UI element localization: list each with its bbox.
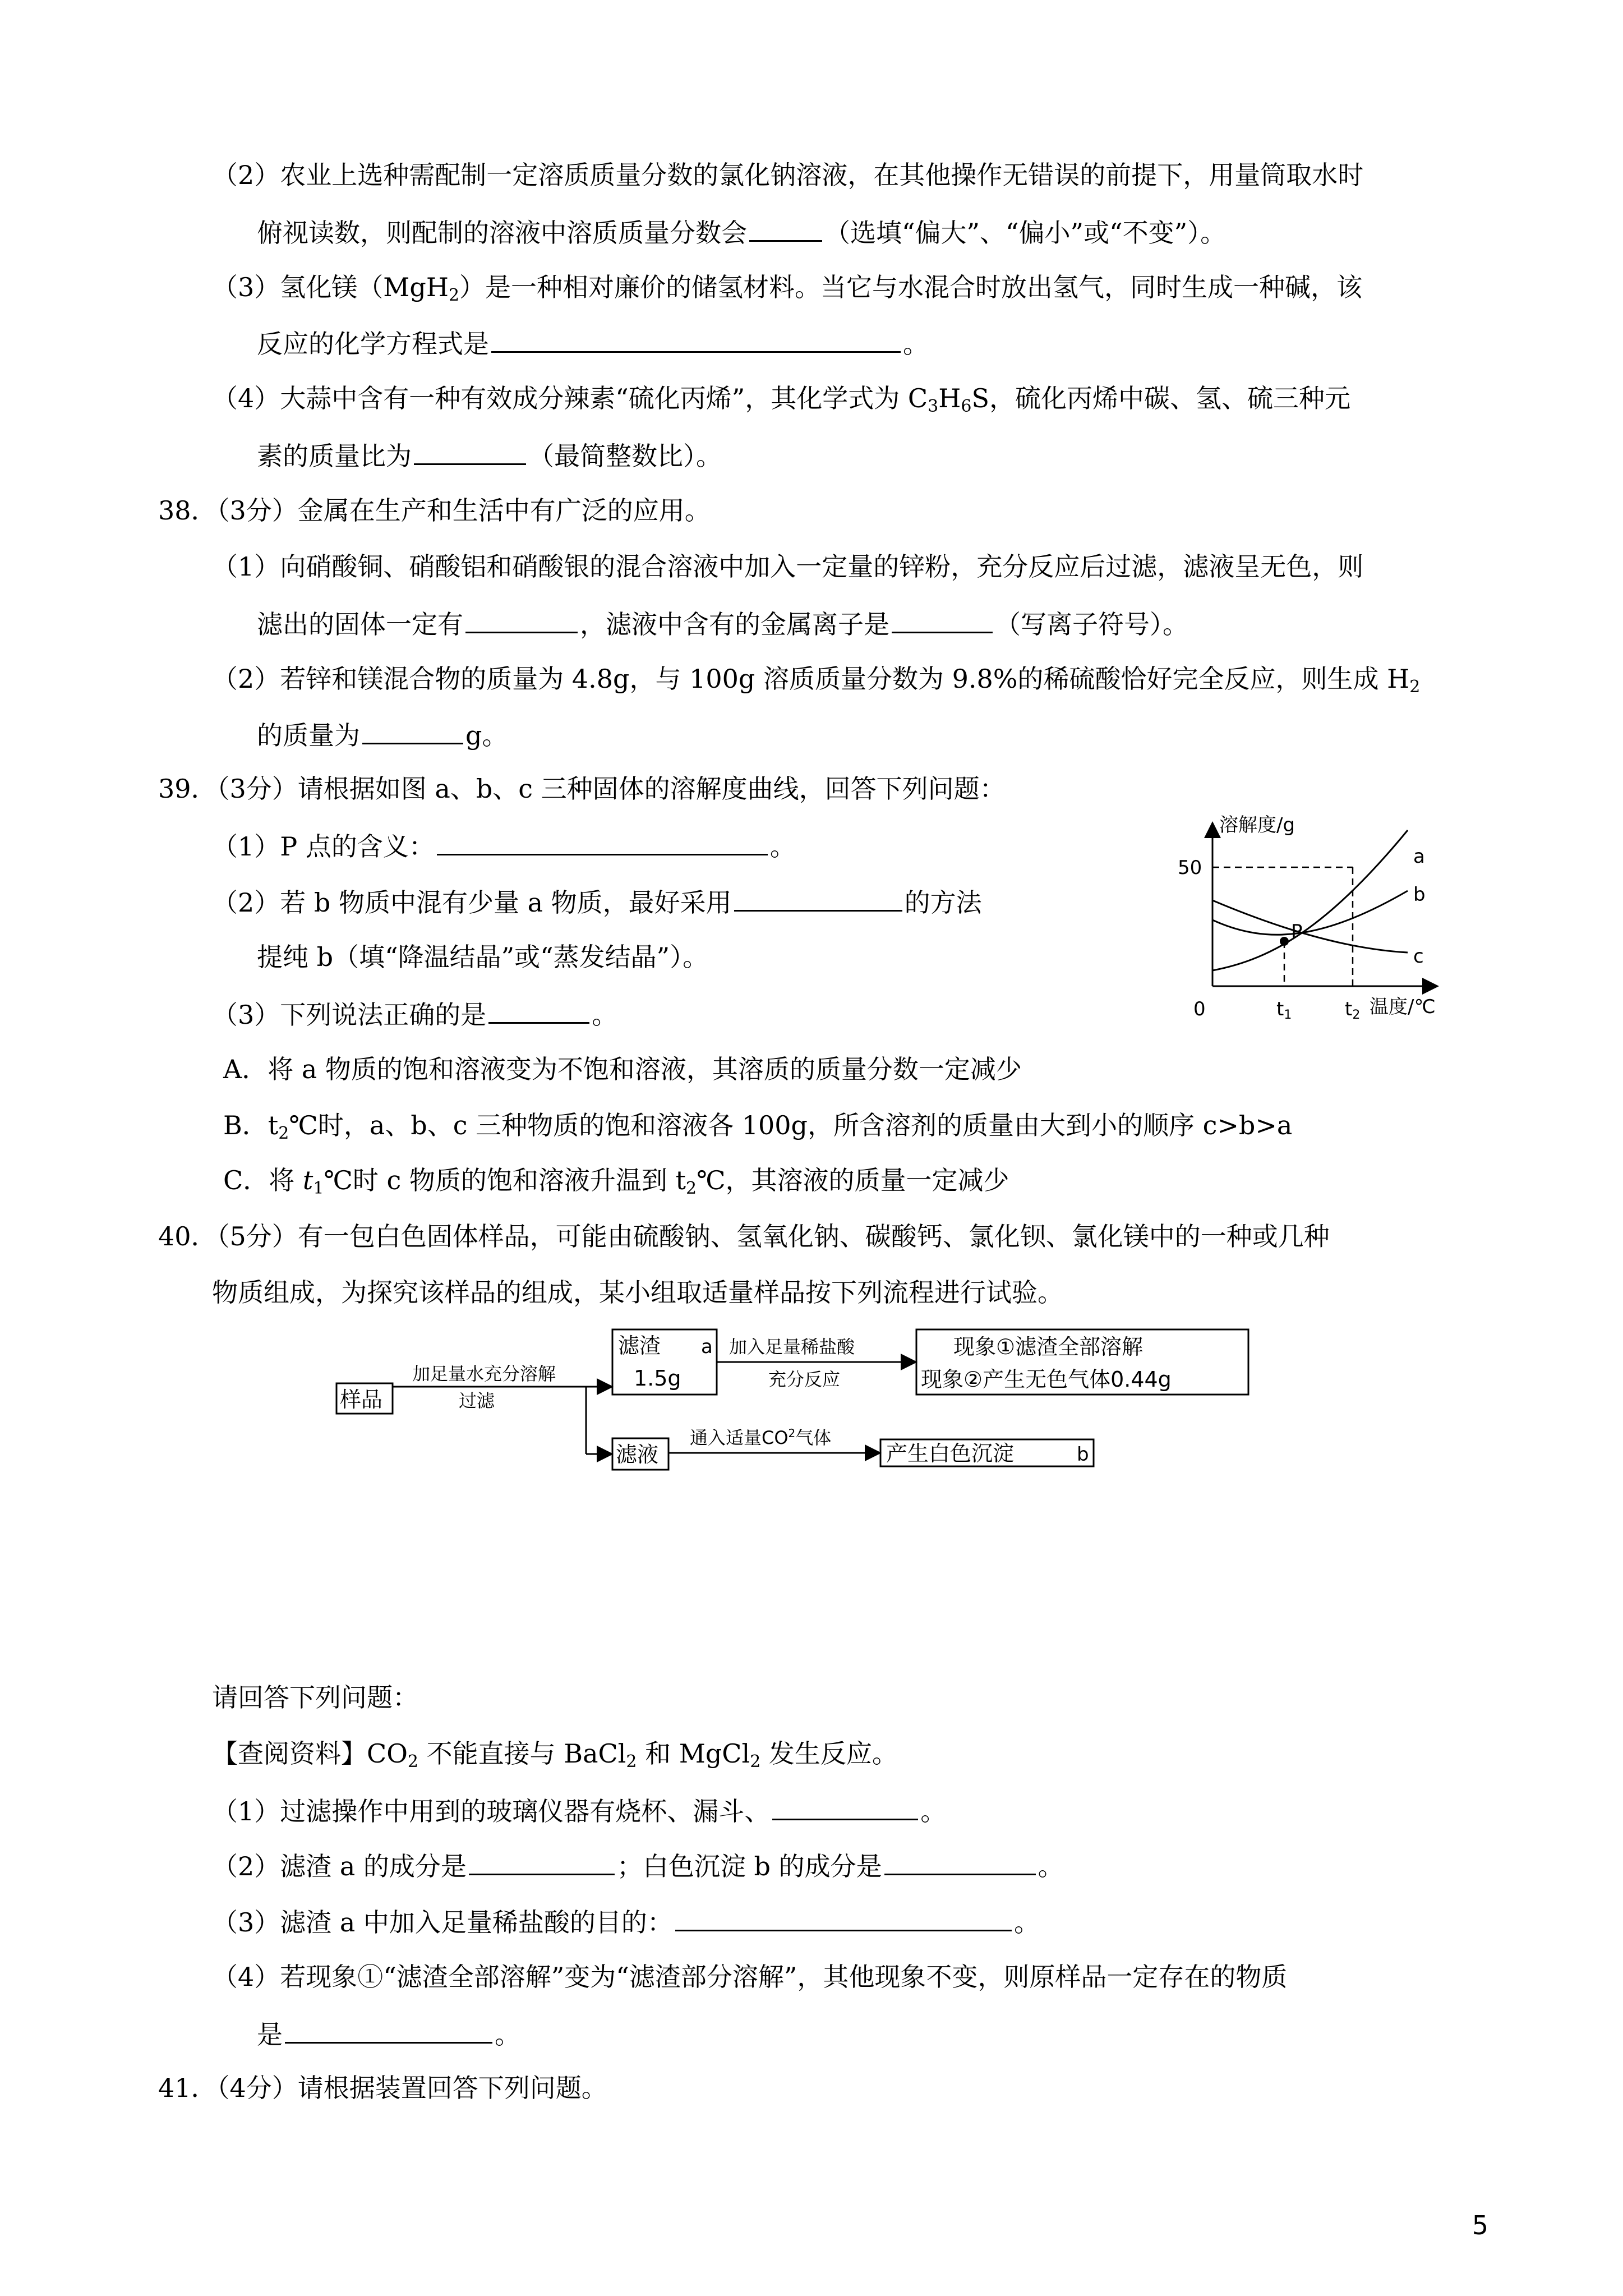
q39-p3: （3）下列说法正确的是 。	[212, 996, 617, 1032]
t1-label: t1	[1276, 998, 1292, 1022]
sample-label: 样品	[340, 1387, 383, 1412]
curve-c-label: c	[1413, 945, 1424, 968]
q37-p2-line1: （2）农业上选种需配制一定溶质质量分数的氯化钠溶液，在其他操作无错误的前提下，用量筒取水时	[212, 160, 1364, 190]
precipitate-letter: b	[1077, 1443, 1089, 1466]
q37-p3-line2: 反应的化学方程式是 。	[257, 325, 929, 361]
q39-p2-line2: 提纯 b（填“降温结晶”或“蒸发结晶”）。	[257, 942, 709, 972]
answer-blank[interactable]	[469, 1848, 615, 1875]
q39-option-b: B．$t_2℃$时，a、b、c 三种物质的饱和溶液各 100g，所含溶剂的质量由大到小的顺序 c>b>a	[223, 1110, 1293, 1143]
q39-option-a: A．将 a 物质的饱和溶液变为不饱和溶液，其溶质的质量分数一定减少	[223, 1054, 1022, 1084]
curve-b-label: b	[1413, 884, 1426, 906]
react-label: 充分反应	[768, 1369, 841, 1390]
q40-q4-line1: （4）若现象①“滤渣全部溶解”变为“滤渣部分溶解”，其他现象不变，则原样品一定存在的物质	[212, 1962, 1288, 1992]
result-2: 现象②产生无色气体0.44g	[921, 1367, 1172, 1392]
residue-letter: a	[701, 1336, 713, 1358]
answer-blank[interactable]	[772, 1793, 918, 1820]
q37-p4-line2: 素的质量比为 （最简整数比）。	[257, 438, 722, 473]
filtrate-label: 滤液	[616, 1442, 659, 1467]
filter-label: 过滤	[459, 1390, 495, 1411]
q41-title: 41．（4分）请根据装置回答下列问题。	[158, 2073, 607, 2103]
q40-q4-line2: 是 。	[257, 2016, 520, 2051]
q39-title: 39．（3分）请根据如图 a、b、c 三种固体的溶解度曲线，回答下列问题：	[158, 774, 1006, 804]
x-axis-label: 温度/℃	[1370, 996, 1436, 1018]
q38-p1-line2: 滤出的固体一定有 ，滤液中含有的金属离子是 （写离子符号）。	[257, 606, 1188, 641]
result-1: 现象①滤渣全部溶解	[953, 1335, 1144, 1359]
answer-blank[interactable]	[749, 214, 822, 242]
co2-label: 通入适量$CO^2$气体	[690, 1427, 832, 1448]
q37-p3-line1: （3）氢化镁（MgH$_2$）是一种相对廉价的储氢材料。当它与水混合时放出氢气，同时生成一种碱，该	[212, 272, 1363, 305]
residue-mass: 1.5g	[634, 1366, 681, 1391]
q38-p2-line2: 的质量为 g。	[257, 717, 508, 752]
point-p	[1280, 937, 1289, 946]
dissolve-label: 加足量水充分溶解	[412, 1363, 556, 1384]
q40-q1: （1）过滤操作中用到的玻璃仪器有烧杯、漏斗、 。	[212, 1793, 946, 1828]
q40-q2: （2）滤渣 a 的成分是 ；白色沉淀 b 的成分是 。	[212, 1848, 1064, 1883]
t2-label: t2	[1345, 998, 1361, 1022]
answer-blank[interactable]	[414, 438, 526, 465]
answer-blank[interactable]	[488, 996, 589, 1024]
acid-label: 加入足量稀盐酸	[729, 1336, 855, 1358]
curve-a-label: a	[1413, 845, 1425, 868]
experiment-flow-diagram	[331, 1324, 1273, 1487]
answer-blank[interactable]	[734, 884, 902, 912]
q40-q3: （3）滤渣 a 中加入足量稀盐酸的目的： 。	[212, 1904, 1040, 1939]
q38-title: 38．（3分）金属在生产和生活中有广泛的应用。	[158, 495, 711, 526]
q39-p1: （1）P 点的含义： 。	[212, 828, 796, 863]
solubility-curve-chart	[1166, 808, 1458, 1032]
residue-label: 滤渣	[618, 1333, 661, 1358]
answer-blank[interactable]	[675, 1904, 1012, 1931]
answer-blank[interactable]	[465, 606, 578, 633]
y-axis-label: 溶解度/g	[1219, 814, 1295, 836]
answer-blank[interactable]	[437, 828, 768, 855]
q39-p2-line1: （2）若 b 物质中混有少量 a 物质，最好采用 的方法	[212, 884, 982, 919]
q38-p2-line1: （2）若锌和镁混合物的质量为 4.8g，与 100g 溶质质量分数为 9.8%的稀硫酸恰好完全反应，则生成 $H_2$	[212, 664, 1421, 697]
origin-label: 0	[1193, 998, 1206, 1020]
q40-title: 40．（5分）有一包白色固体样品，可能由硫酸钠、氢氧化钠、碳酸钙、氯化钡、氯化镁中的一种或几种	[158, 1221, 1330, 1251]
q40-ask: 请回答下列问题：	[212, 1682, 418, 1713]
q40-info: 【查阅资料】$CO_2$ 不能直接与 BaCl$_2$ 和 MgCl$_2$ 发生反应。	[212, 1738, 898, 1772]
q37-p2-line2: 俯视读数，则配制的溶液中溶质质量分数会 （选填“偏大”、“偏小”或“不变”）。	[257, 214, 1226, 250]
precipitate-label: 产生白色沉淀	[886, 1441, 1015, 1466]
point-p-label: P	[1291, 921, 1303, 943]
y-tick-50: 50	[1178, 857, 1202, 879]
q38-p1-line1: （1）向硝酸铜、硝酸铝和硝酸银的混合溶液中加入一定量的锌粉，充分反应后过滤，滤液呈无色，则	[212, 551, 1364, 582]
q40-line2: 物质组成，为探究该样品的组成，某小组取适量样品按下列流程进行试验。	[212, 1277, 1063, 1308]
q37-p4-line1: （4）大蒜中含有一种有效成分辣素“硫化丙烯”，其化学式为 $C_3H_6S$，硫化丙烯中碳、氢、硫三种元	[212, 383, 1350, 416]
answer-blank[interactable]	[892, 606, 993, 633]
answer-blank[interactable]	[491, 325, 901, 353]
q39-option-c: C．将 $t_1℃$时 c 物质的饱和溶液升温到 $t_2℃$，其溶液的质量一定减少	[223, 1165, 1009, 1198]
page-number: 5	[1472, 2210, 1488, 2240]
answer-blank[interactable]	[362, 717, 463, 744]
answer-blank[interactable]	[285, 2016, 492, 2044]
answer-blank[interactable]	[884, 1848, 1036, 1875]
